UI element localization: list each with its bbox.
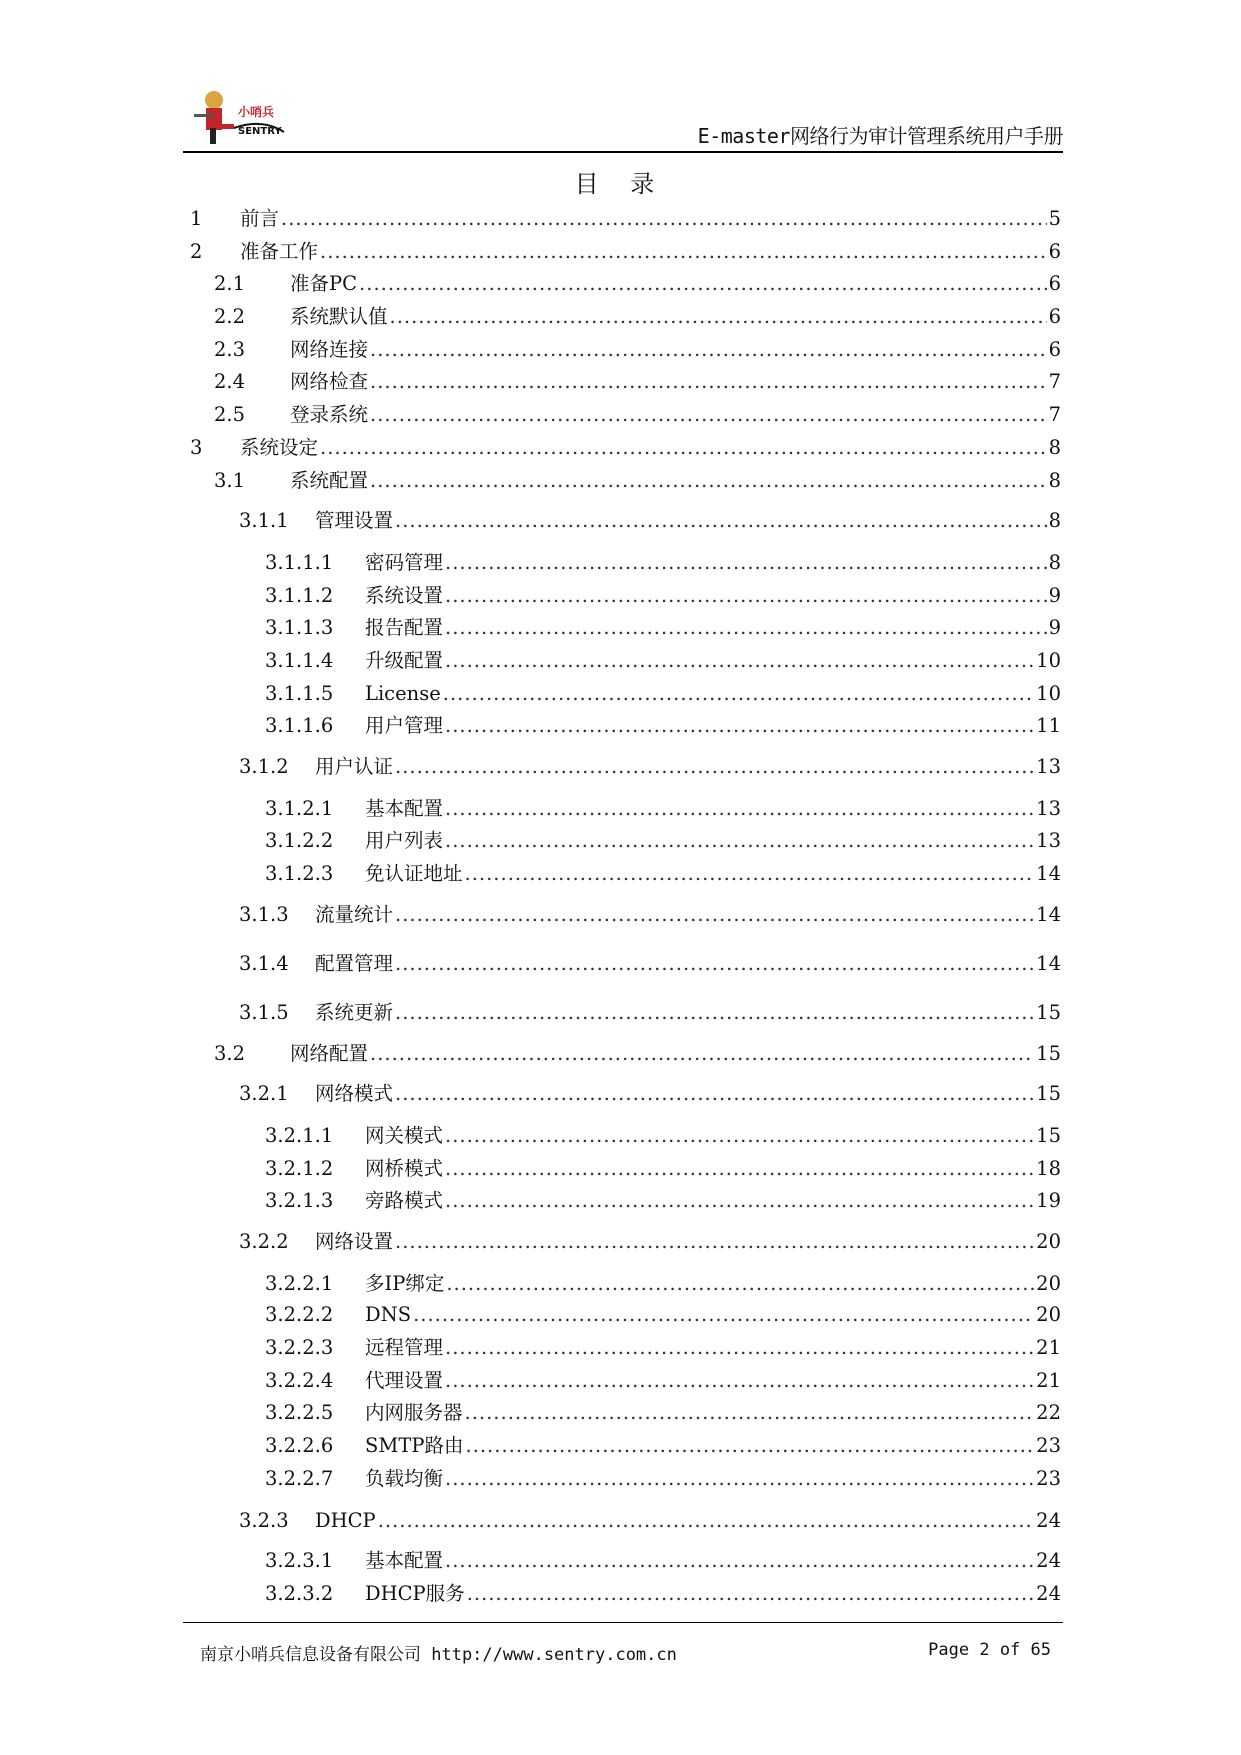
toc-entry-page: 20 bbox=[1036, 1229, 1061, 1253]
toc-entry-page: 7 bbox=[1048, 370, 1061, 394]
document-title: E-master网络行为审计管理系统用户手册 bbox=[697, 124, 1063, 148]
toc-entry-number: 3.1.5 bbox=[239, 1000, 289, 1024]
toc-entry[interactable] bbox=[265, 615, 1061, 641]
toc-entry-title: 旁路模式 bbox=[365, 1189, 444, 1213]
toc-entry-title: 用户管理 bbox=[365, 714, 444, 738]
toc-entry[interactable] bbox=[265, 1400, 1061, 1426]
toc-entry-title: 内网服务器 bbox=[365, 1401, 463, 1425]
toc-entry[interactable] bbox=[265, 1271, 1061, 1297]
toc-entry-title: 系统设置 bbox=[365, 583, 444, 607]
toc-entry[interactable] bbox=[265, 550, 1061, 576]
toc-entry-number: 3.1.1.3 bbox=[265, 616, 334, 640]
dot-leader bbox=[445, 550, 1047, 576]
toc-entry[interactable] bbox=[265, 1335, 1061, 1361]
toc-entry-page: 15 bbox=[1036, 1041, 1061, 1065]
toc-entry[interactable] bbox=[265, 1433, 1061, 1459]
toc-entry-title: 升级配置 bbox=[365, 649, 444, 672]
toc-entry-page: 13 bbox=[1036, 755, 1061, 779]
toc-entry-number: 2 bbox=[190, 239, 203, 263]
toc-entry-page: 21 bbox=[1036, 1368, 1061, 1392]
toc-entry[interactable] bbox=[265, 1302, 1061, 1328]
toc-entry[interactable] bbox=[265, 1466, 1061, 1492]
toc-entry-title: SMTP路由 bbox=[365, 1434, 464, 1458]
toc-entry[interactable] bbox=[265, 1581, 1061, 1607]
toc-entry-page: 14 bbox=[1036, 862, 1061, 886]
toc-entry-title: 报告配置 bbox=[365, 616, 444, 640]
toc-entry[interactable] bbox=[265, 861, 1061, 887]
toc-entry-page: 11 bbox=[1036, 714, 1061, 738]
dot-leader bbox=[445, 1123, 1034, 1149]
toc-entry-title: 网络配置 bbox=[290, 1041, 369, 1065]
toc-entry-title: 网络设置 bbox=[315, 1229, 394, 1253]
toc-entry-number: 3.2.2.4 bbox=[265, 1368, 334, 1392]
toc-entry-number: 3.2.3 bbox=[239, 1508, 289, 1532]
toc-entry-number: 3.2.2 bbox=[239, 1229, 289, 1253]
toc-entry-number: 2.2 bbox=[214, 304, 246, 328]
toc-entry-number: 3.1.1.5 bbox=[265, 681, 334, 705]
toc-entry-title: 网关模式 bbox=[365, 1123, 444, 1147]
toc-entry-number: 3.1.2 bbox=[239, 755, 289, 779]
toc-entry-title: 配置管理 bbox=[315, 952, 394, 976]
dot-leader bbox=[359, 271, 1047, 297]
dot-leader bbox=[445, 1335, 1034, 1361]
toc-entry-title: 准备PC bbox=[290, 272, 358, 296]
toc-entry-number: 3.1.2.3 bbox=[265, 862, 334, 886]
dot-leader bbox=[320, 239, 1047, 265]
dot-leader bbox=[467, 1581, 1034, 1607]
toc-entry-page: 22 bbox=[1036, 1401, 1061, 1425]
dot-leader bbox=[443, 681, 1034, 707]
toc-entry-page: 21 bbox=[1036, 1335, 1061, 1359]
toc-entry-page: 15 bbox=[1036, 1123, 1061, 1147]
toc-entry-title: 网络模式 bbox=[315, 1082, 394, 1106]
toc-entry[interactable] bbox=[239, 1081, 1061, 1107]
dot-leader bbox=[395, 1000, 1034, 1026]
toc-entry[interactable] bbox=[214, 304, 1061, 330]
toc-entry-number: 3.2.1.3 bbox=[265, 1189, 334, 1213]
dot-leader bbox=[395, 754, 1034, 780]
toc-entry[interactable] bbox=[239, 754, 1061, 780]
dot-leader bbox=[390, 304, 1047, 330]
toc-entry-number: 3.1.1.4 bbox=[265, 649, 334, 672]
toc-entry[interactable] bbox=[239, 508, 1061, 534]
toc-entry-page: 23 bbox=[1036, 1434, 1061, 1458]
toc-entry[interactable] bbox=[214, 402, 1061, 428]
toc-entry-title: 负载均衡 bbox=[365, 1466, 444, 1490]
toc-entry-page: 23 bbox=[1036, 1466, 1061, 1490]
toc-entry-title: DHCP服务 bbox=[365, 1581, 465, 1605]
toc-entry-page: 24 bbox=[1036, 1508, 1061, 1532]
footer-divider bbox=[183, 1622, 1063, 1623]
toc-entry[interactable] bbox=[265, 713, 1061, 739]
toc-entry-number: 3.1.2.2 bbox=[265, 829, 334, 853]
toc-entry-number: 3.2.2.5 bbox=[265, 1401, 334, 1425]
toc-entry-page: 6 bbox=[1048, 239, 1061, 263]
dot-leader bbox=[378, 1508, 1034, 1534]
dot-leader bbox=[445, 1548, 1034, 1574]
page-number: Page 2 of 65 bbox=[928, 1640, 1051, 1660]
dot-leader bbox=[370, 402, 1047, 428]
dot-leader bbox=[465, 1433, 1034, 1459]
toc-entry[interactable] bbox=[265, 828, 1061, 854]
toc-entry[interactable] bbox=[190, 239, 1061, 265]
toc-entry-number: 3.2.1.2 bbox=[265, 1156, 334, 1180]
dot-leader bbox=[445, 648, 1034, 674]
toc-entry[interactable] bbox=[239, 1229, 1061, 1255]
toc-entry-page: 7 bbox=[1048, 403, 1061, 427]
toc-entry-number: 1 bbox=[190, 206, 203, 230]
toc-entry-number: 3.2.3.2 bbox=[265, 1581, 334, 1605]
dot-leader bbox=[445, 615, 1047, 641]
toc-entry-title: 系统更新 bbox=[315, 1000, 394, 1024]
toc-entry-page: 15 bbox=[1036, 1082, 1061, 1106]
toc-entry[interactable] bbox=[214, 271, 1061, 297]
dot-leader bbox=[445, 583, 1047, 609]
toc-entry-page: 8 bbox=[1048, 468, 1061, 492]
toc-entry-title: 系统配置 bbox=[290, 468, 369, 492]
toc-entry-page: 6 bbox=[1048, 272, 1061, 296]
dot-leader bbox=[395, 902, 1034, 928]
toc-entry-title: DNS bbox=[365, 1303, 412, 1327]
toc-heading: 目 录 bbox=[574, 170, 667, 198]
dot-leader bbox=[446, 1271, 1034, 1297]
toc-entry[interactable] bbox=[214, 337, 1061, 363]
toc-entry[interactable] bbox=[239, 1508, 1061, 1534]
footer-company: 南京小哨兵信息设备有限公司 http://www.sentry.com.cn bbox=[200, 1645, 677, 1665]
dot-leader bbox=[395, 951, 1034, 977]
toc-entry-title: 用户列表 bbox=[365, 829, 444, 853]
toc-entry-number: 3.2.2.6 bbox=[265, 1434, 334, 1458]
dot-leader bbox=[395, 508, 1047, 534]
dot-leader bbox=[370, 468, 1047, 494]
toc-entry-number: 3.1 bbox=[214, 468, 246, 492]
toc-entry-page: 20 bbox=[1036, 1303, 1061, 1327]
dot-leader bbox=[445, 1156, 1034, 1182]
toc-entry-page: 24 bbox=[1036, 1549, 1061, 1573]
toc-entry[interactable] bbox=[265, 1156, 1061, 1182]
toc-entry[interactable] bbox=[265, 648, 1061, 674]
dot-leader bbox=[445, 828, 1034, 854]
dot-leader bbox=[465, 861, 1035, 887]
toc-entry[interactable] bbox=[265, 1123, 1061, 1149]
svg-text:小哨兵: 小哨兵 bbox=[238, 105, 275, 119]
toc-entry-page: 20 bbox=[1036, 1271, 1061, 1295]
toc-entry-number: 3.1.2.1 bbox=[265, 796, 334, 820]
toc-entry-title: 系统默认值 bbox=[290, 304, 388, 328]
toc-entry-page: 13 bbox=[1036, 829, 1061, 853]
toc-entry-number: 3.2.2.2 bbox=[265, 1303, 334, 1327]
toc-entry[interactable] bbox=[239, 1000, 1061, 1026]
toc-entry-number: 2.3 bbox=[214, 337, 246, 361]
dot-leader bbox=[395, 1081, 1034, 1107]
toc-entry[interactable] bbox=[265, 1368, 1061, 1394]
toc-entry-number: 2.5 bbox=[214, 403, 246, 427]
toc-entry-number: 3.2.3.1 bbox=[265, 1549, 334, 1573]
dot-leader bbox=[413, 1302, 1034, 1328]
toc-entry-title: DHCP bbox=[315, 1508, 376, 1532]
toc-entry-number: 3.2.2.3 bbox=[265, 1335, 334, 1359]
toc-entry-page: 6 bbox=[1048, 337, 1061, 361]
toc-entry-page: 18 bbox=[1036, 1156, 1061, 1180]
toc-entry-title: 远程管理 bbox=[365, 1335, 444, 1359]
dot-leader bbox=[370, 1041, 1034, 1067]
toc-entry-title: 多IP绑定 bbox=[365, 1271, 445, 1295]
toc-entry-page: 8 bbox=[1048, 509, 1061, 533]
toc-entry-page: 14 bbox=[1036, 952, 1061, 976]
toc-entry[interactable] bbox=[265, 681, 1061, 707]
toc-entry-title: 网络连接 bbox=[290, 337, 369, 361]
toc-entry-number: 2.4 bbox=[214, 370, 246, 394]
toc-entry-title: 网络检查 bbox=[290, 370, 369, 394]
header-divider bbox=[183, 151, 1063, 153]
dot-leader bbox=[465, 1400, 1035, 1426]
dot-leader bbox=[370, 337, 1047, 363]
dot-leader bbox=[445, 713, 1034, 739]
toc-entry[interactable] bbox=[214, 1041, 1061, 1067]
toc-entry-page: 9 bbox=[1048, 616, 1061, 640]
dot-leader bbox=[445, 1368, 1034, 1394]
dot-leader bbox=[370, 369, 1047, 395]
toc-entry-page: 8 bbox=[1048, 550, 1061, 574]
toc-entry-page: 19 bbox=[1036, 1189, 1061, 1213]
toc-entry-title: 流量统计 bbox=[315, 902, 394, 926]
toc-entry[interactable] bbox=[265, 1548, 1061, 1574]
toc-entry-title: 用户认证 bbox=[315, 755, 394, 779]
toc-entry-number: 3.2.1 bbox=[239, 1082, 289, 1106]
toc-entry-page: 9 bbox=[1048, 583, 1061, 607]
toc-entry-number: 3 bbox=[190, 435, 203, 459]
toc-entry-title: 登录系统 bbox=[290, 403, 369, 427]
toc-entry-title: 管理设置 bbox=[315, 509, 394, 533]
dot-leader bbox=[445, 1466, 1034, 1492]
toc-entry[interactable] bbox=[214, 468, 1061, 494]
toc-entry-title: 免认证地址 bbox=[365, 862, 463, 886]
toc-entry-number: 3.1.3 bbox=[239, 902, 289, 926]
dot-leader bbox=[320, 435, 1047, 461]
toc-entry-title: 密码管理 bbox=[365, 550, 444, 574]
toc-entry[interactable] bbox=[190, 435, 1061, 461]
toc-entry-page: 6 bbox=[1048, 304, 1061, 328]
toc-entry[interactable] bbox=[190, 206, 1061, 232]
toc-entry-page: 10 bbox=[1036, 649, 1061, 672]
toc-entry[interactable] bbox=[239, 951, 1061, 977]
dot-leader bbox=[445, 796, 1034, 822]
dot-leader bbox=[445, 1188, 1034, 1214]
toc-entry-title: 网桥模式 bbox=[365, 1156, 444, 1180]
toc-entry-number: 3.2 bbox=[214, 1041, 246, 1065]
toc-entry-title: 基本配置 bbox=[365, 796, 444, 820]
toc-entry[interactable] bbox=[265, 583, 1061, 609]
toc-entry[interactable] bbox=[265, 796, 1061, 822]
toc-entry-page: 15 bbox=[1036, 1000, 1061, 1024]
toc-entry-number: 3.2.1.1 bbox=[265, 1123, 334, 1147]
toc-entry[interactable] bbox=[214, 369, 1061, 395]
dot-leader bbox=[395, 1229, 1034, 1255]
toc-entry-title: License bbox=[365, 681, 441, 705]
toc-entry-number: 3.1.1.1 bbox=[265, 550, 334, 574]
toc-entry-page: 8 bbox=[1048, 435, 1061, 459]
toc-entry[interactable] bbox=[265, 1188, 1061, 1214]
toc-entry-number: 3.1.1.6 bbox=[265, 714, 334, 738]
toc-entry-page: 10 bbox=[1036, 681, 1061, 705]
toc-entry-page: 5 bbox=[1048, 206, 1061, 230]
toc-entry-number: 3.1.4 bbox=[239, 952, 289, 976]
toc-entry-number: 2.1 bbox=[214, 272, 246, 296]
toc-entry-number: 3.1.1.2 bbox=[265, 583, 334, 607]
dot-leader bbox=[281, 206, 1047, 232]
toc-entry-title: 准备工作 bbox=[240, 239, 319, 263]
toc-entry-title: 系统设定 bbox=[240, 435, 319, 459]
sentry-logo bbox=[192, 88, 312, 146]
svg-text:SENTRY: SENTRY bbox=[238, 126, 282, 137]
toc-entry-page: 14 bbox=[1036, 902, 1061, 926]
toc-entry-page: 24 bbox=[1036, 1581, 1061, 1605]
toc-entry-title: 代理设置 bbox=[365, 1368, 444, 1392]
toc-entry-number: 3.2.2.1 bbox=[265, 1271, 334, 1295]
toc-entry[interactable] bbox=[239, 902, 1061, 928]
toc-entry-number: 3.1.1 bbox=[239, 509, 289, 533]
toc-entry-title: 前言 bbox=[240, 206, 280, 230]
toc-entry-title: 基本配置 bbox=[365, 1549, 444, 1573]
toc-entry-page: 13 bbox=[1036, 796, 1061, 820]
toc-entry-number: 3.2.2.7 bbox=[265, 1466, 334, 1490]
